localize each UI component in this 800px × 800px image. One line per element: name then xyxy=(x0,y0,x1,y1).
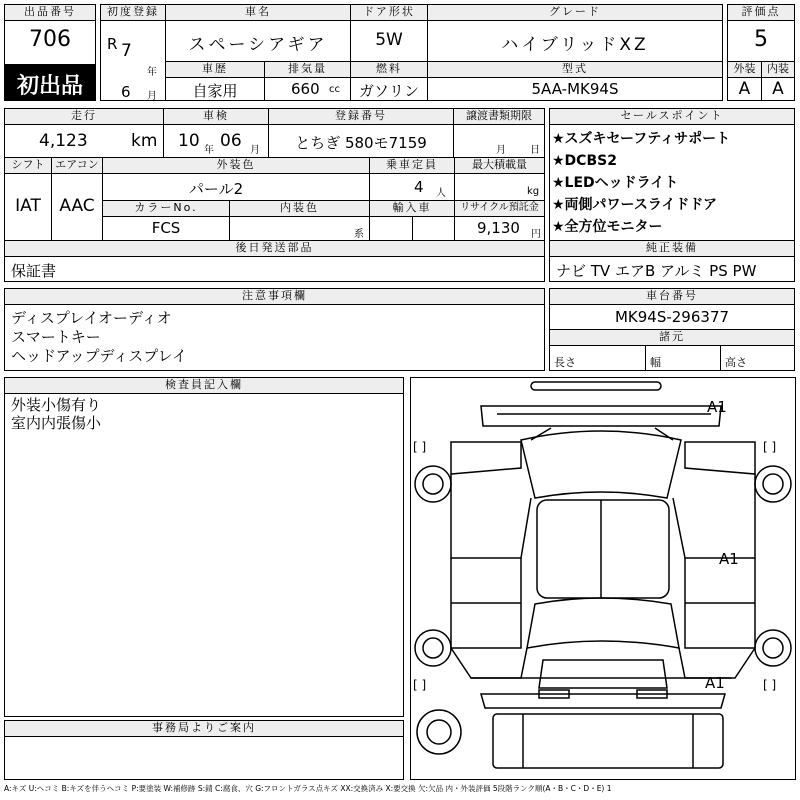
post-parts: 保証書 xyxy=(11,262,57,280)
inspector-note-2: 室内内張傷小 xyxy=(11,414,102,432)
width-label: 幅 xyxy=(650,356,661,369)
plate-label: 登録番号 xyxy=(268,108,454,125)
displacement: 660 xyxy=(291,80,320,98)
fuel-cell xyxy=(350,77,428,101)
max-load-unit: kg xyxy=(527,186,540,197)
inspection-month-unit: 月 xyxy=(250,145,260,156)
lot-no: 706 xyxy=(29,27,71,52)
post-parts-cell xyxy=(4,256,545,282)
displacement-label: 排気量 xyxy=(264,61,351,78)
width-cell xyxy=(645,345,721,371)
max-load-label: 最大積載量 xyxy=(454,157,545,174)
transfer-day-unit: 日 xyxy=(530,145,540,156)
inspection-year-unit: 年 xyxy=(204,145,214,156)
capacity-label: 乗車定員 xyxy=(369,157,455,174)
lot-no-cell xyxy=(4,20,96,65)
color-no-cell xyxy=(102,216,230,241)
history-label: 車歴 xyxy=(165,61,265,78)
note-3: ヘッドアップディスプレイ xyxy=(11,347,187,365)
mileage-label: 走行 xyxy=(4,108,164,125)
grade: ハイブリッドXZ xyxy=(501,35,649,55)
length-cell xyxy=(549,345,646,371)
capacity-unit: 人 xyxy=(436,188,446,199)
grade-label: グレード xyxy=(427,4,723,21)
equipment: ナビ TV エアB アルミ PS PW xyxy=(556,262,757,280)
chassis-number: MK94S-296377 xyxy=(614,308,730,326)
ext-color-label: 外装色 xyxy=(102,157,370,174)
mileage-unit: km xyxy=(131,131,158,151)
capacity-cell xyxy=(369,173,455,201)
door-type: 5W xyxy=(375,30,403,50)
chassis-cell xyxy=(549,304,795,330)
mileage-cell xyxy=(4,124,164,158)
lot-no-label: 出品番号 xyxy=(4,4,96,21)
fuel-label: 燃料 xyxy=(350,61,428,78)
ac-cell xyxy=(51,173,103,241)
month-unit: 月 xyxy=(147,91,157,102)
first-listing-badge xyxy=(4,64,96,101)
bracket-left-top: [ ] xyxy=(413,440,427,454)
car-diagram xyxy=(410,377,796,780)
notes-box xyxy=(4,304,545,371)
rear-damage-mark: A1 xyxy=(705,674,725,692)
transfer-label: 譲渡書類期限 xyxy=(453,108,545,125)
first-listing-text: 初出品 xyxy=(16,74,83,99)
color-no-label: カラーNo. xyxy=(102,200,230,217)
bracket-right-top: [ ] xyxy=(763,440,777,454)
ext-color-cell xyxy=(102,173,370,201)
score: 5 xyxy=(754,27,768,52)
recycle-unit: 円 xyxy=(531,229,541,240)
exterior-cell xyxy=(727,77,762,101)
shift-cell xyxy=(4,173,52,241)
bracket-left-bottom: [ ] xyxy=(413,678,427,692)
inspection-year: 10 xyxy=(178,131,200,151)
score-label: 評価点 xyxy=(727,4,795,21)
door-label: ドア形状 xyxy=(350,4,428,21)
recycle: 9,130 xyxy=(477,219,520,237)
int-color-label: 内装色 xyxy=(229,200,370,217)
history-cell xyxy=(165,77,265,101)
height-label: 高さ xyxy=(725,356,747,369)
car-name-label: 車名 xyxy=(165,4,351,21)
door-cell xyxy=(350,20,428,62)
transfer-cell xyxy=(453,124,545,158)
bracket-right-bottom: [ ] xyxy=(763,678,777,692)
model-label: 型式 xyxy=(427,61,723,78)
first-reg-label: 初度登録 xyxy=(100,4,166,21)
sales-point-3: ★LEDヘッドライト xyxy=(552,175,679,191)
import-cell-a xyxy=(369,216,413,241)
car-name: スペーシアギア xyxy=(188,35,328,55)
reg-month: 6 xyxy=(121,83,131,101)
dims-label: 諸元 xyxy=(549,329,795,346)
import-label: 輸入車 xyxy=(369,200,455,217)
legend: A:キズ U:ヘコミ B:キズを伴うヘコミ P:要塗装 W:補修跡 S:錆 C:腐食、穴 G:フロントガラス点キズ XX:交換済み X:要交換 欠:欠品 内・外装評価 5段階ランク順(A・B・C・D・E) 1 xyxy=(4,784,612,793)
transfer-month-unit: 月 xyxy=(496,145,506,156)
int-color-cell xyxy=(229,216,370,241)
max-load-cell xyxy=(454,173,545,201)
plate-number: とちぎ 580モ7159 xyxy=(295,134,427,152)
displacement-cell xyxy=(264,77,351,101)
sales-point-4: ★両側パワースライドドア xyxy=(552,197,718,213)
reg-year: 7 xyxy=(121,41,132,61)
capacity: 4 xyxy=(414,178,424,196)
model-cell xyxy=(427,77,723,101)
front-damage-mark: A1 xyxy=(707,398,727,416)
shift-label: シフト xyxy=(4,157,52,174)
era-letter: R xyxy=(107,35,118,53)
int-color-unit: 系 xyxy=(354,229,364,240)
recycle-cell xyxy=(454,216,545,241)
history: 自家用 xyxy=(192,82,238,100)
chassis-label: 車台番号 xyxy=(549,288,795,305)
model: 5AA-MK94S xyxy=(531,80,619,98)
side-damage-mark: A1 xyxy=(719,550,739,568)
note-1: ディスプレイオーディオ xyxy=(11,309,172,327)
ac-label: エアコン xyxy=(51,157,103,174)
equipment-label: 純正装備 xyxy=(549,240,795,257)
height-cell xyxy=(720,345,795,371)
ac: AAC xyxy=(59,196,95,216)
office-label: 事務局よりご案内 xyxy=(4,720,404,737)
note-2: スマートキー xyxy=(11,328,101,346)
inspector-note-1: 外装小傷有り xyxy=(11,396,102,414)
interior-cell xyxy=(761,77,795,101)
post-parts-label: 後日発送部品 xyxy=(4,240,545,257)
import-cell-b xyxy=(412,216,455,241)
year-unit: 年 xyxy=(147,67,157,78)
car-name-cell xyxy=(165,20,351,62)
sales-points-label: セールスポイント xyxy=(549,108,795,125)
inspection-month: 06 xyxy=(220,131,242,151)
first-reg-cell xyxy=(100,20,166,101)
inspection-label: 車検 xyxy=(163,108,269,125)
exterior-grade: A xyxy=(738,79,751,99)
color-no: FCS xyxy=(151,219,181,237)
length-label: 長さ xyxy=(554,356,576,369)
sales-point-2: ★DCBS2 xyxy=(552,153,617,169)
interior-label: 内装 xyxy=(761,61,795,78)
exterior-label: 外装 xyxy=(727,61,762,78)
sales-point-1: ★スズキセーフティサポート xyxy=(552,131,731,147)
mileage: 4,123 xyxy=(39,131,88,151)
sales-point-5: ★全方位モニター xyxy=(552,219,663,235)
notes-label: 注意事項欄 xyxy=(4,288,545,305)
inspection-cell xyxy=(163,124,269,158)
sales-points-box xyxy=(549,124,795,241)
inspector-box xyxy=(4,393,404,717)
fuel: ガソリン xyxy=(358,82,419,100)
equipment-cell xyxy=(549,256,795,282)
grade-cell xyxy=(427,20,723,62)
plate-cell xyxy=(268,124,454,158)
shift: IAT xyxy=(15,196,41,216)
inspector-label: 検査員記入欄 xyxy=(4,377,404,394)
office-box xyxy=(4,736,404,780)
score-cell xyxy=(727,20,795,62)
ext-color: パール2 xyxy=(188,180,244,198)
recycle-label: リサイクル預託金 xyxy=(454,200,545,217)
car-outline xyxy=(411,378,795,779)
displacement-unit: cc xyxy=(329,84,340,95)
interior-grade: A xyxy=(772,79,784,99)
